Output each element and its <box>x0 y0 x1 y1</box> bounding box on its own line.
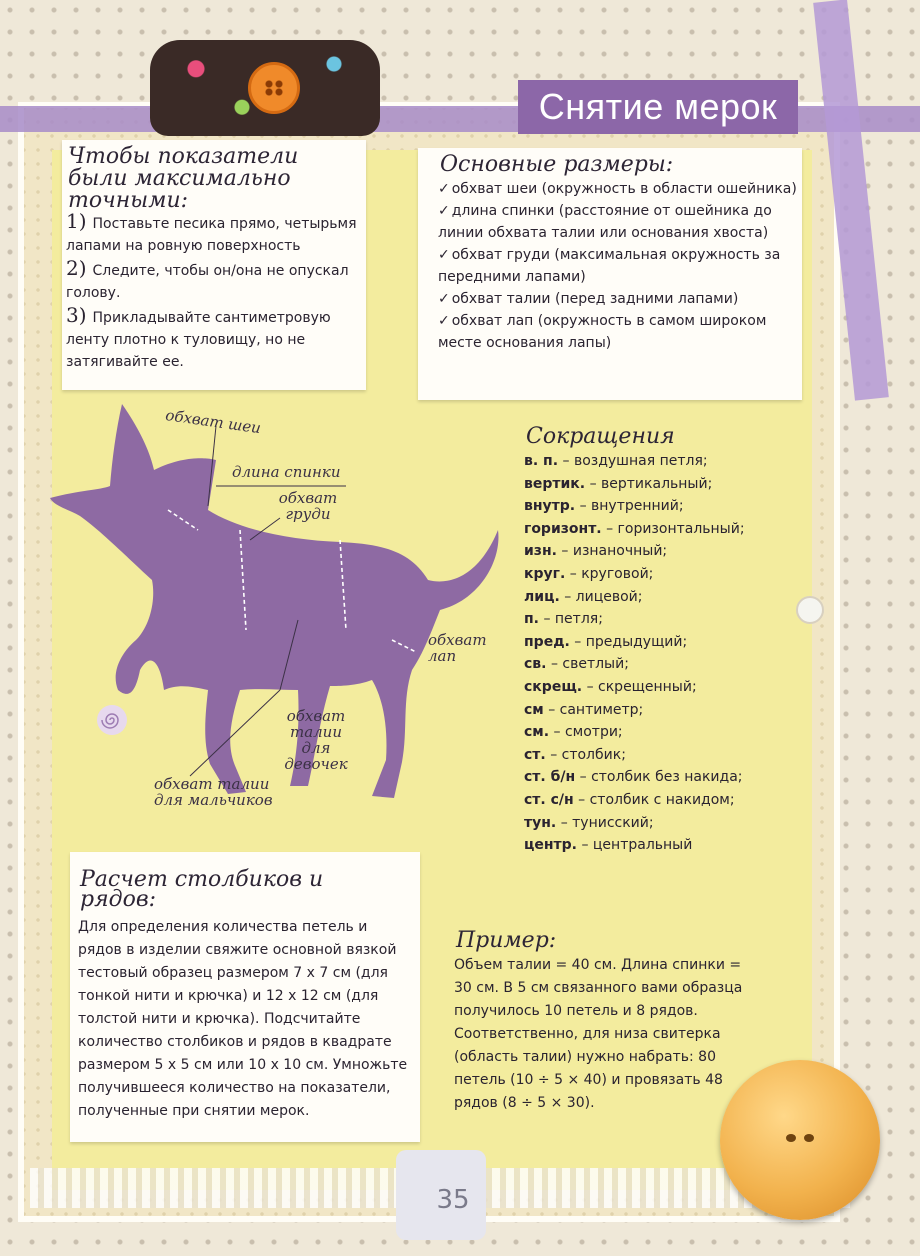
list-item: ✓ длина спинки (расстояние от ошейника до линии обхвата талии или основания хвоста) <box>438 203 772 241</box>
list-item: ✓ обхват груди (максимальная окружность за передними лапами) <box>438 247 781 285</box>
list-item: тун. – тунисский; <box>524 814 654 831</box>
intro-heading: Чтобы показатели были максимально точными: <box>68 144 299 213</box>
check-icon: ✓ <box>438 181 450 197</box>
calc-heading: Расчет столбиков и рядов: <box>80 867 324 912</box>
abbreviations-heading: Сокращения <box>526 424 675 449</box>
intro-step: 3) Прикладывайте сантиметровую ленту плотно к туловищу, но не затягивайте ее. <box>66 303 331 370</box>
abbreviations-list <box>524 450 784 857</box>
page-title: Снятие мерок <box>518 80 798 134</box>
intro-step: 2) Следите, чтобы он/она не опускал голову. <box>66 256 349 301</box>
label-back: длина спинки <box>232 463 341 481</box>
list-item: ✓ обхват шеи (окружность в области ошейника) <box>438 181 797 197</box>
page-number: 35 <box>436 1185 470 1215</box>
sizes-heading: Основные размеры: <box>440 152 674 177</box>
check-icon: ✓ <box>438 291 450 307</box>
pin-decoration <box>796 596 824 624</box>
big-button-decoration <box>720 1060 880 1220</box>
list-item: пред. – предыдущий; <box>524 633 688 650</box>
list-item: ст. б/н – столбик без накида; <box>524 769 743 786</box>
list-item: горизонт. – горизонтальный; <box>524 520 745 537</box>
label-neck: обхват шеи <box>164 406 263 438</box>
list-item: см – сантиметр; <box>524 701 644 718</box>
label-waist-girls: обхват талии для девочек <box>284 707 348 773</box>
intro-steps <box>66 210 366 373</box>
list-item: ст. – столбик; <box>524 746 626 763</box>
list-item: ст. с/н – столбик с накидом; <box>524 791 735 808</box>
list-item: внутр. – внутренний; <box>524 498 684 515</box>
orange-button-decoration <box>248 62 300 114</box>
calc-body: Для определения количества петель и рядов в изделии свяжите основной вязкой тестовый образец размером 7 х 7 см (для тонкой нити и крючка) и 12 х 12 см (для толстой нити и крючка). Подсчитайте количество столбиков и рядов в квадрате размером 5 х 5 см или 10 х 10 см. Умножьте получившееся количество на показатели, полученные при снятии мерок. <box>78 919 408 1119</box>
check-icon: ✓ <box>438 203 450 219</box>
check-icon: ✓ <box>438 247 450 263</box>
check-icon: ✓ <box>438 313 450 329</box>
label-paws: обхват лап <box>428 631 487 665</box>
list-item: лиц. – лицевой; <box>524 588 643 605</box>
list-item: изн. – изнаночный; <box>524 543 668 560</box>
list-item: в. п. – воздушная петля; <box>524 453 708 469</box>
list-item: круг. – круговой; <box>524 565 654 582</box>
sizes-list <box>438 178 798 354</box>
swirl-decoration <box>92 700 132 740</box>
label-waist-boys: обхват талии для мальчиков <box>154 775 273 809</box>
intro-step: 1) Поставьте песика прямо, четырьмя лапами на ровную поверхность <box>66 209 357 254</box>
label-chest: обхват груди <box>278 489 338 523</box>
list-item: ✓ обхват талии (перед задними лапами) <box>438 291 739 307</box>
list-item: св. – светлый; <box>524 656 629 673</box>
list-item: п. – петля; <box>524 611 603 628</box>
list-item: см. – смотри; <box>524 724 623 741</box>
list-item: центр. – центральный <box>524 837 693 854</box>
example-heading: Пример: <box>456 928 557 953</box>
example-body: Объем талии = 40 см. Длина спинки = 30 см. В 5 см связанного вами образца получилось 10 петель и 8 рядов. Соответственно, для низа свитерка (область талии) нужно набрать: 80 петель (10 ÷ 5 × 40) и провязать 48 рядов (8 ÷ 5 × 30). <box>454 957 743 1111</box>
list-item: ✓ обхват лап (окружность в самом широком месте основания лапы) <box>438 313 767 351</box>
list-item: вертик. – вертикальный; <box>524 475 713 492</box>
list-item: скрещ. – скрещенный; <box>524 678 697 695</box>
